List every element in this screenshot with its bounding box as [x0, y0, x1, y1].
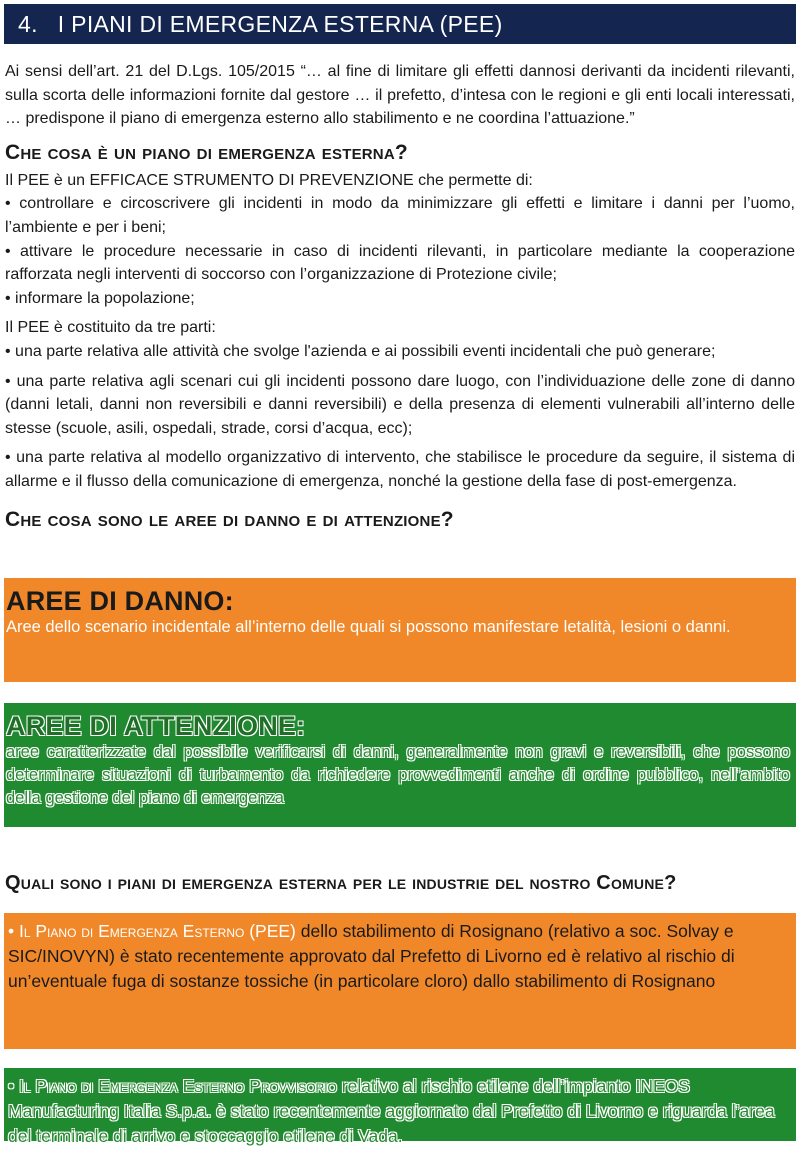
aree-attenzione-title: AREE DI ATTENZIONE: — [6, 711, 306, 741]
section-title: I PIANI DI EMERGENZA ESTERNA (PEE) — [57, 10, 503, 37]
main-content — [5, 60, 795, 536]
aree-danno-title: AREE DI DANNO: — [6, 586, 234, 616]
list-item: • controllare e circoscrivere gli incidenti in modo da minimizzare gli effetti e limitare i danni per l’uomo, l’ambiente e per i beni; — [5, 195, 795, 236]
list-item: • una parte relativa al modello organizzativo di intervento, che stabilisce le procedure da seguire, il sistema di allarme e il flusso della comunicazione di emergenza, nonché la gestione della fase di post-emergenza. — [5, 449, 795, 490]
section-header — [4, 4, 796, 44]
heading-aree: Che cosa sono le aree di danno e di attenzione? — [5, 507, 454, 531]
pee-parts-lead: Il PEE è costituito da tre parti: — [5, 319, 216, 337]
pee-lead: Il PEE è un EFFICACE STRUMENTO DI PREVENZIONE che permette di: — [5, 171, 533, 189]
list-item: • attivare le procedure necessarie in caso di incidenti rilevanti, in particolare mediante la cooperazione rafforzata negli interventi di soccorso con l’organizzazione di Protezione civile; — [5, 242, 795, 284]
pee-description — [5, 169, 795, 494]
plan-pee-box — [4, 913, 796, 1049]
list-item: • una parte relativa alle attività che svolge l'azienda e ai possibili eventi incidentali che può generare; — [5, 342, 716, 360]
heading-piani-comune: Quali sono i piani di emergenza esterna per le industrie del nostro Comune? — [5, 872, 677, 894]
intro-paragraph: Ai sensi dell’art. 21 del D.Lgs. 105/2015 “… al fine di limitare gli effetti dannosi derivanti da incidenti rilevanti, sulla scorta delle informazioni fornite dal gestore … il prefetto, d’intesa con le regioni e gli enti locali interessati, … predispone il piano di emergenza esterno allo stabilimento e ne coordina l’attuazione.” — [5, 63, 795, 128]
plan-provvisorio-lead: • Il Piano di Emergenza Esterno Provvisorio — [8, 1076, 337, 1096]
aree-attenzione-text: aree caratterizzate dal possibile verificarsi di danni, generalmente non gravi e reversibili, che possono determinare situazioni di turbamento da richiedere provvedimenti anche di ordine pubblico, nell’ambito della gestione del piano di emergenza — [6, 743, 790, 807]
aree-attenzione-box — [4, 703, 796, 827]
aree-danno-text: Aree dello scenario incidentale all’interno delle quali si possono manifestare letalità, lesioni o danni. — [6, 618, 731, 636]
plan-provvisorio-text: relativo al rischio etilene dell’impianto INEOS Manufacturing Italia S.p.a. è stato recentemente aggiornato dal Prefetto di Livorno e riguarda l’area del terminale di arrivo e stoccaggio etilene di Vada. — [8, 1076, 775, 1146]
list-item: • una parte relativa agli scenari cui gli incidenti possono dare luogo, con l’individuazione delle zone di danno (danni letali, danni non reversibili e danni reversibili) e della presenza di elementi vulnerabili all’interno delle stesse (scuole, asili, ospedali, strade, corsi d’acqua, ecc); — [5, 372, 795, 437]
list-item: • informare la popolazione; — [5, 289, 195, 307]
plan-pee-text: dello stabilimento di Rosignano (relativo a soc. Solvay e SIC/INOVYN) è stato recentemente approvato dal Prefetto di Livorno ed è relativo al rischio di un’eventuale fuga di sostanze tossiche (in particolare cloro) dallo stabilimento di Rosignano — [8, 921, 735, 991]
heading-what-is-pee: Che cosa è un piano di emergenza esterna? — [5, 140, 408, 164]
aree-danno-box — [4, 578, 796, 682]
plan-pee-lead: • Il Piano di Emergenza Esterno (PEE) — [8, 921, 296, 941]
section-number: 4. — [18, 10, 38, 37]
plan-provvisorio-box — [4, 1068, 796, 1146]
